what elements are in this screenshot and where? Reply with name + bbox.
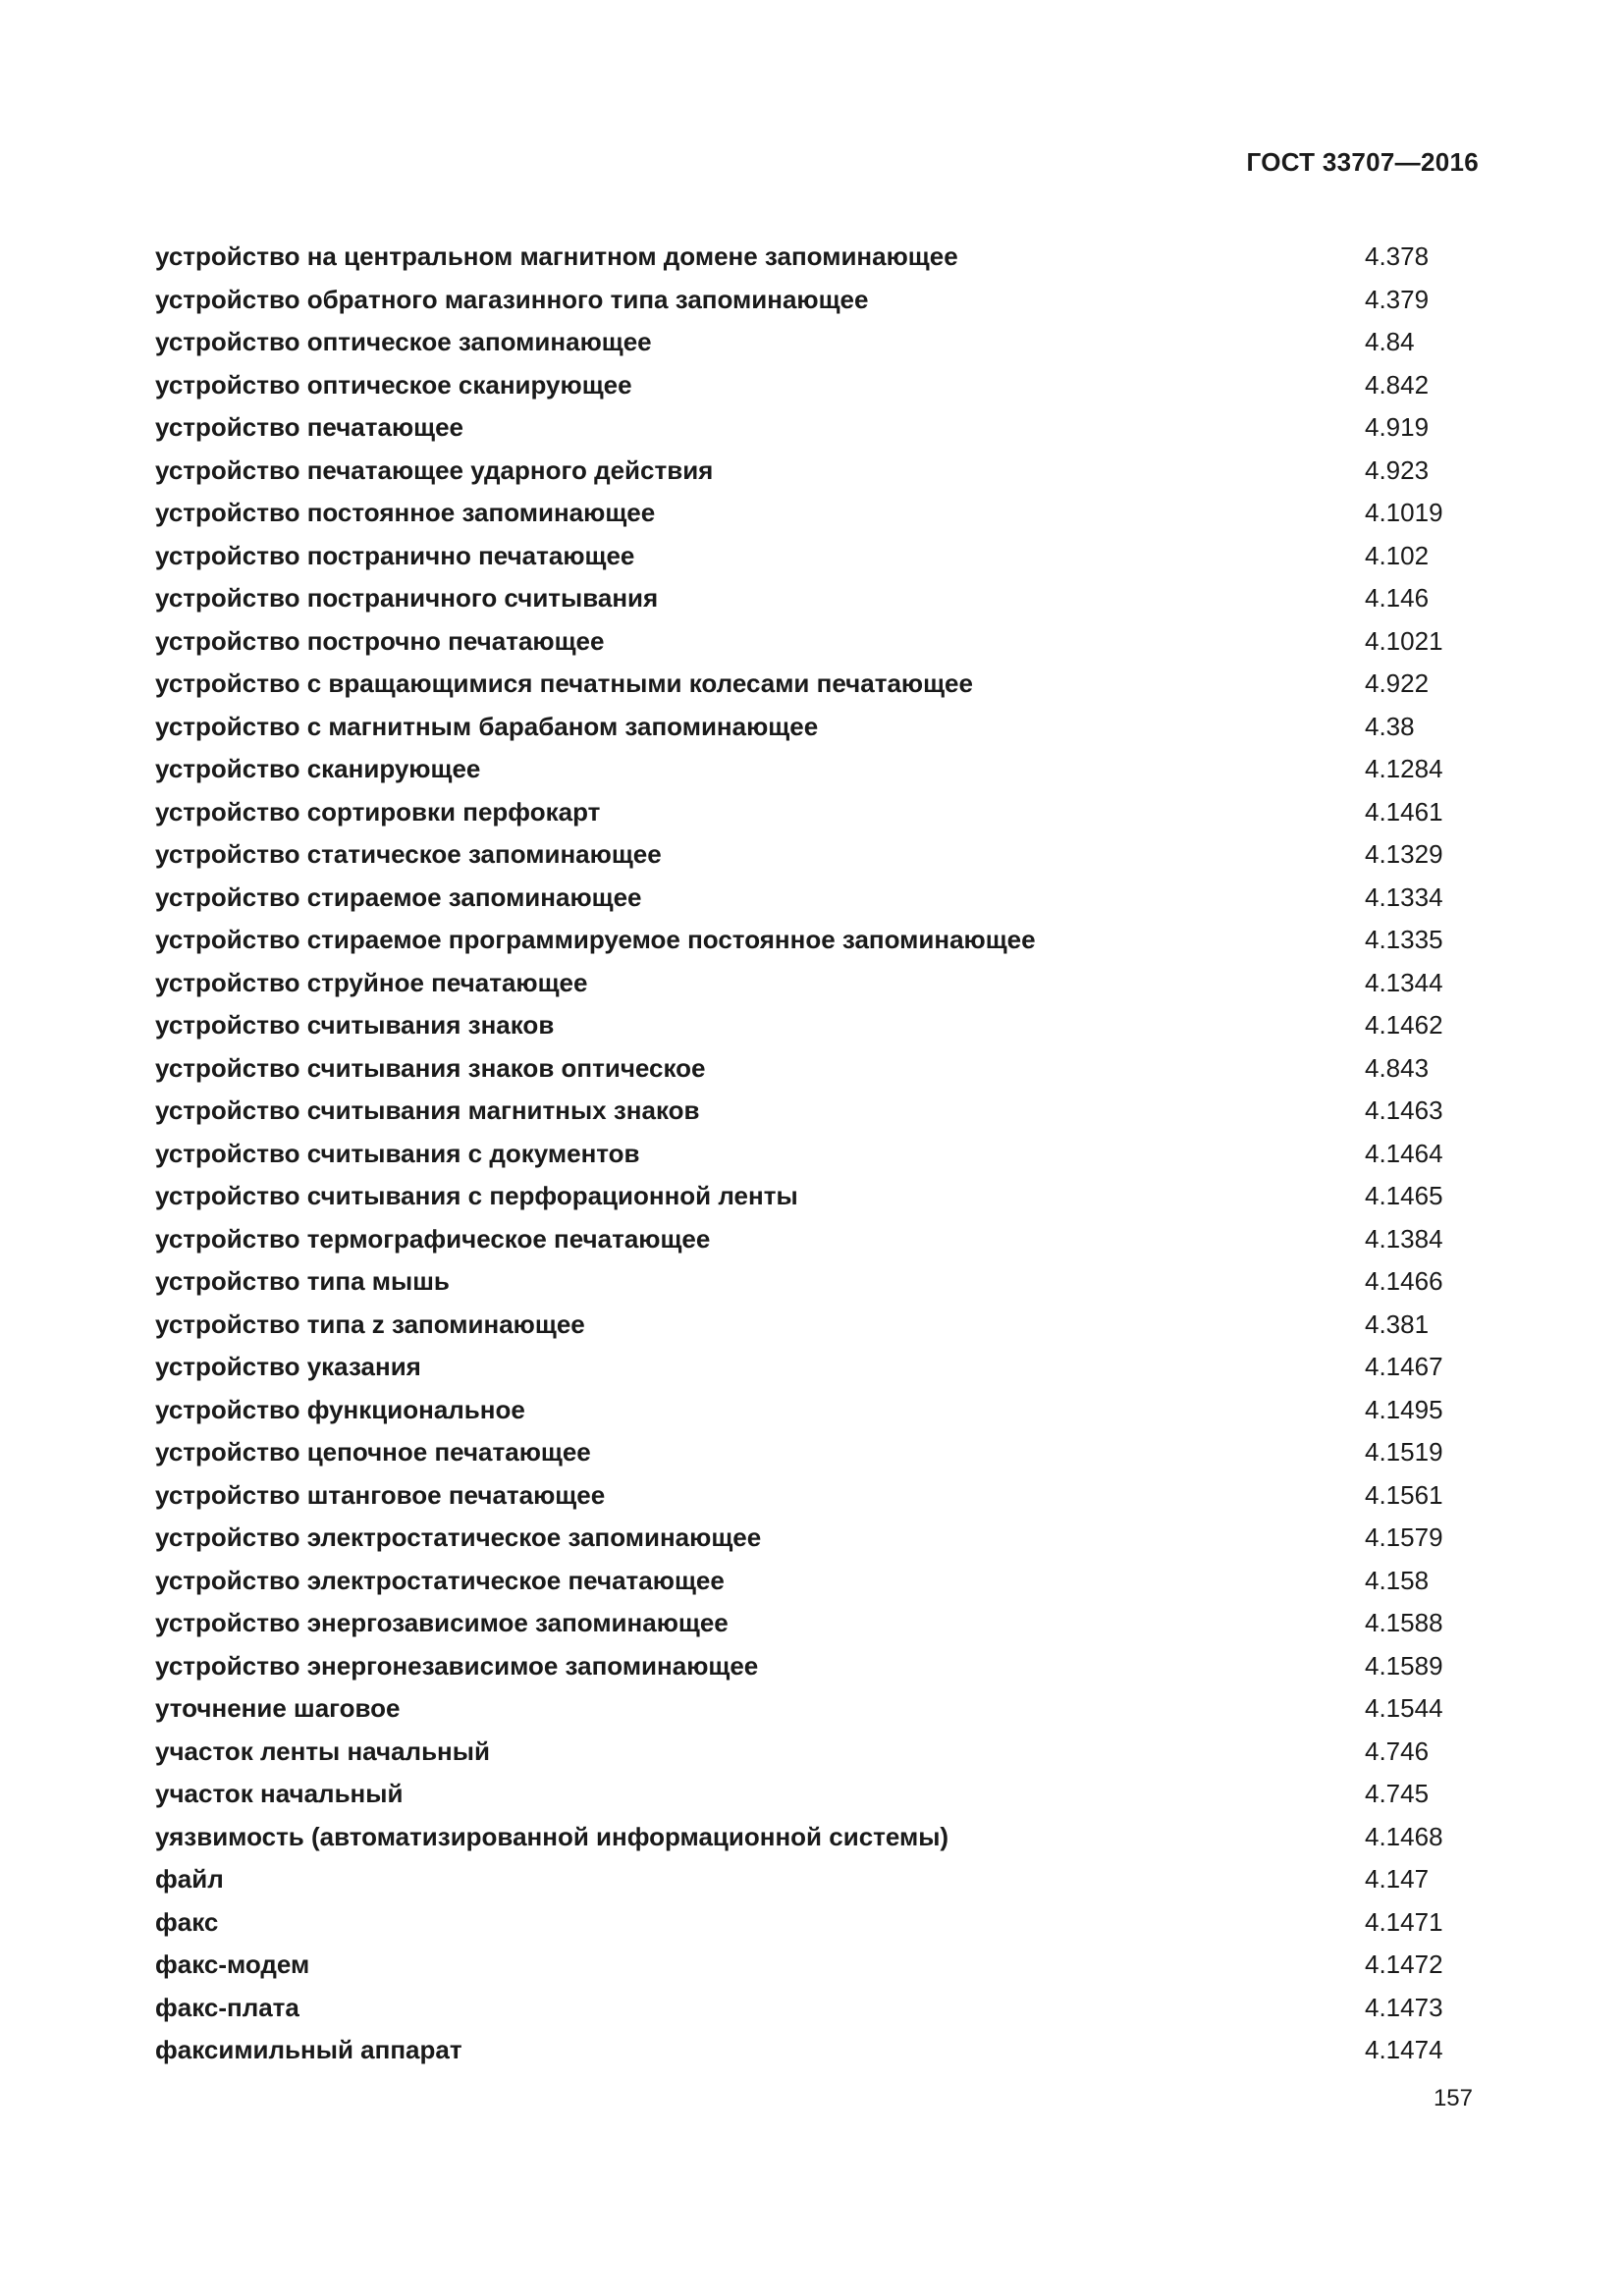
index-entry <box>155 748 1490 791</box>
index-entry <box>155 1816 1490 1859</box>
index-entry <box>155 535 1490 578</box>
index-entry <box>155 1987 1490 2030</box>
index-entry <box>155 620 1490 664</box>
index-term: устройство электростатическое печатающее <box>155 1565 725 1595</box>
index-term: участок начальный <box>155 1779 404 1808</box>
index-term: устройство функциональное <box>155 1394 525 1424</box>
index-term: устройство построчно печатающее <box>155 625 605 656</box>
index-term: устройство считывания магнитных знаков <box>155 1095 700 1125</box>
index-entry <box>155 1944 1490 1987</box>
index-term: устройство штанговое печатающее <box>155 1479 606 1510</box>
index-term: устройство оптическое запоминающее <box>155 327 652 356</box>
index-reference-number: 4.1471 <box>1365 1906 1443 1937</box>
index-reference-number: 4.1334 <box>1365 881 1443 912</box>
index-reference-number: 4.1344 <box>1365 967 1443 997</box>
index-entry <box>155 1175 1490 1218</box>
index-reference-number: 4.919 <box>1365 412 1430 442</box>
index-entry <box>155 1858 1490 1901</box>
standard-code-header: ГОСТ 33707—2016 <box>1246 147 1479 177</box>
index-term: факс-модем <box>155 1949 310 1979</box>
index-reference-number: 4.746 <box>1365 1735 1430 1766</box>
index-term: устройство стираемое запоминающее <box>155 881 642 912</box>
index-entry <box>155 321 1490 364</box>
index-reference-number: 4.922 <box>1365 668 1430 698</box>
index-entry <box>155 1218 1490 1261</box>
index-reference-number: 4.843 <box>1365 1052 1430 1083</box>
index-term: устройство считывания знаков оптическое <box>155 1052 706 1083</box>
index-reference-number: 4.1473 <box>1365 1992 1443 2022</box>
index-reference-number: 4.1472 <box>1365 1949 1443 1979</box>
index-entry <box>155 1602 1490 1645</box>
index-term: устройство термографическое печатающее <box>155 1223 711 1254</box>
index-term: уточнение шаговое <box>155 1693 401 1723</box>
index-reference-number: 4.1561 <box>1365 1479 1443 1510</box>
index-entry <box>155 1431 1490 1474</box>
index-term: устройство типа мышь <box>155 1266 450 1296</box>
index-reference-number: 4.1544 <box>1365 1693 1443 1723</box>
index-entry <box>155 577 1490 620</box>
index-entry <box>155 962 1490 1005</box>
index-term: устройство сортировки перфокарт <box>155 796 601 827</box>
index-entry <box>155 1687 1490 1731</box>
index-reference-number: 4.1384 <box>1365 1223 1443 1254</box>
index-entry <box>155 1004 1490 1047</box>
index-entry <box>155 279 1490 322</box>
index-entry <box>155 2029 1490 2072</box>
index-term: устройство с вращающимися печатными колесами печатающее <box>155 668 973 698</box>
index-reference-number: 4.146 <box>1365 583 1430 613</box>
index-entry <box>155 236 1490 279</box>
index-term: устройство с магнитным барабаном запоминающее <box>155 711 819 741</box>
index-reference-number: 4.745 <box>1365 1779 1430 1808</box>
index-entry <box>155 1560 1490 1603</box>
index-entry <box>155 1901 1490 1945</box>
index-term: устройство струйное печатающее <box>155 967 588 997</box>
index-entry <box>155 1773 1490 1816</box>
index-reference-number: 4.1335 <box>1365 925 1443 954</box>
index-term: устройство печатающее ударного действия <box>155 454 714 485</box>
index-reference-number: 4.84 <box>1365 327 1415 356</box>
index-entry <box>155 919 1490 962</box>
index-entry <box>155 1474 1490 1518</box>
index-reference-number: 4.1463 <box>1365 1095 1443 1125</box>
index-term: устройство статическое запоминающее <box>155 839 662 869</box>
index-entry <box>155 791 1490 834</box>
index-entry <box>155 1304 1490 1347</box>
index-entry <box>155 1389 1490 1432</box>
index-term: устройство сканирующее <box>155 754 481 783</box>
index-reference-number: 4.1519 <box>1365 1437 1443 1467</box>
index-reference-number: 4.842 <box>1365 369 1430 400</box>
index-entry <box>155 364 1490 407</box>
index-reference-number: 4.1468 <box>1365 1821 1443 1851</box>
index-term: устройство оптическое сканирующее <box>155 369 632 400</box>
index-term: устройство считывания знаков <box>155 1010 555 1040</box>
index-reference-number: 4.1461 <box>1365 796 1443 827</box>
index-term: факс <box>155 1906 219 1937</box>
index-reference-number: 4.1589 <box>1365 1650 1443 1681</box>
index-term: устройство стираемое программируемое постоянное запоминающее <box>155 925 1036 954</box>
index-reference-number: 4.378 <box>1365 241 1430 271</box>
index-reference-number: 4.923 <box>1365 454 1430 485</box>
index-reference-number: 4.158 <box>1365 1565 1430 1595</box>
term-index-list <box>155 236 1490 2072</box>
index-term: устройство на центральном магнитном домене запоминающее <box>155 241 958 271</box>
index-reference-number: 4.1467 <box>1365 1352 1443 1381</box>
index-entry <box>155 1517 1490 1560</box>
index-reference-number: 4.1588 <box>1365 1608 1443 1637</box>
index-reference-number: 4.379 <box>1365 284 1430 314</box>
index-reference-number: 4.1495 <box>1365 1394 1443 1424</box>
page-number: 157 <box>1433 2085 1473 2111</box>
index-entry <box>155 1047 1490 1091</box>
index-term: участок ленты начальный <box>155 1735 490 1766</box>
index-reference-number: 4.102 <box>1365 540 1430 570</box>
index-entry <box>155 492 1490 535</box>
index-reference-number: 4.1474 <box>1365 2035 1443 2064</box>
index-reference-number: 4.1465 <box>1365 1181 1443 1210</box>
index-term: устройство типа z запоминающее <box>155 1308 585 1339</box>
index-reference-number: 4.38 <box>1365 711 1415 741</box>
index-reference-number: 4.1019 <box>1365 498 1443 527</box>
index-entry <box>155 1645 1490 1688</box>
index-term: устройство энергонезависимое запоминающее <box>155 1650 759 1681</box>
index-term: устройство считывания с документов <box>155 1138 640 1168</box>
index-entry <box>155 1346 1490 1389</box>
index-term: устройство считывания с перфорационной ленты <box>155 1181 798 1210</box>
index-reference-number: 4.1021 <box>1365 625 1443 656</box>
index-entry <box>155 1133 1490 1176</box>
index-term: устройство печатающее <box>155 412 464 442</box>
index-term: устройство постраничного считывания <box>155 583 659 613</box>
index-term: файл <box>155 1864 224 1894</box>
index-term: устройство постоянное запоминающее <box>155 498 656 527</box>
index-entry <box>155 406 1490 450</box>
index-term: устройство цепочное печатающее <box>155 1437 591 1467</box>
index-reference-number: 4.1464 <box>1365 1138 1443 1168</box>
index-entry <box>155 663 1490 706</box>
index-entry <box>155 1260 1490 1304</box>
index-entry <box>155 833 1490 877</box>
index-reference-number: 4.381 <box>1365 1308 1430 1339</box>
index-term: устройство электростатическое запоминающее <box>155 1522 762 1552</box>
index-entry <box>155 877 1490 920</box>
index-entry <box>155 706 1490 749</box>
index-term: факсимильный аппарат <box>155 2035 462 2064</box>
index-reference-number: 4.1462 <box>1365 1010 1443 1040</box>
index-term: устройство указания <box>155 1352 421 1381</box>
index-term: уязвимость (автоматизированной информационной системы) <box>155 1821 949 1851</box>
index-term: факс-плата <box>155 1992 299 2022</box>
index-term: устройство обратного магазинного типа запоминающее <box>155 284 869 314</box>
index-term: устройство постранично печатающее <box>155 540 635 570</box>
index-entry <box>155 1090 1490 1133</box>
index-reference-number: 4.1466 <box>1365 1266 1443 1296</box>
index-term: устройство энергозависимое запоминающее <box>155 1608 729 1637</box>
index-reference-number: 4.1579 <box>1365 1522 1443 1552</box>
index-reference-number: 4.147 <box>1365 1864 1430 1894</box>
index-reference-number: 4.1284 <box>1365 754 1443 783</box>
index-entry <box>155 1731 1490 1774</box>
index-reference-number: 4.1329 <box>1365 839 1443 869</box>
index-entry <box>155 450 1490 493</box>
